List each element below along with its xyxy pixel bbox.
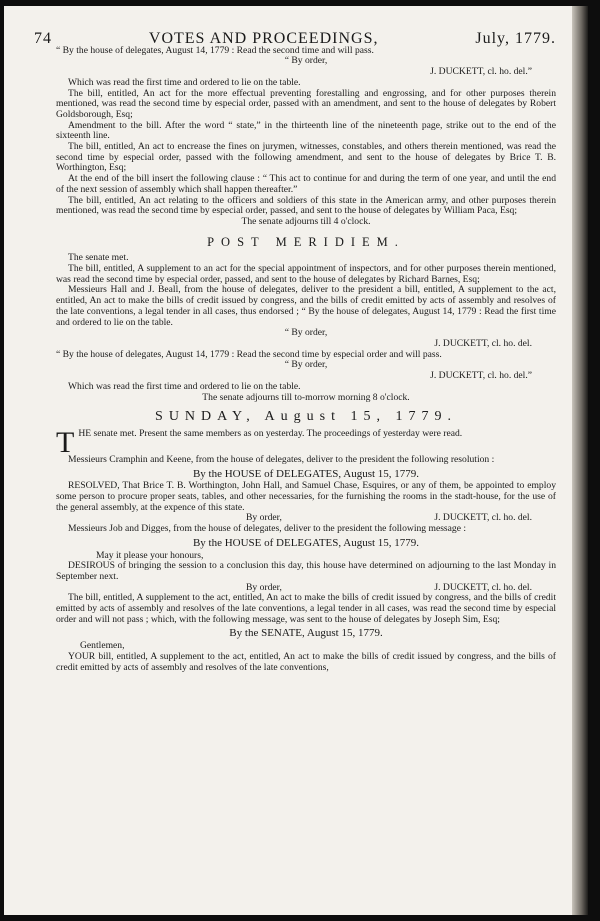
by-order: “ By order, bbox=[284, 327, 328, 339]
message-body: DESIROUS of bringing the session to a conclusion this day, this house have determined on adjourning to the last Monday in September next. bbox=[56, 560, 556, 582]
adjournment: The senate adjourns till 4 o'clock. bbox=[241, 215, 371, 227]
salutation: Gentlemen, bbox=[80, 640, 125, 652]
page-gutter-shadow bbox=[572, 6, 588, 915]
adjournment: The senate adjourns till to-morrow morning 8 o'clock. bbox=[202, 391, 410, 403]
paragraph: Messieurs Job and Digges, from the house of delegates, deliver to the president the following message : bbox=[68, 523, 467, 535]
paragraph-text: HE senate met. Present the same members as on yesterday. The proceedings of yesterday were read. bbox=[78, 427, 463, 439]
clerk-signature: J. DUCKETT, cl. ho. del. bbox=[434, 512, 532, 524]
clerk-signature: J. DUCKETT, cl. ho. del. bbox=[434, 581, 532, 593]
document-page bbox=[4, 6, 588, 915]
running-title: VOTES AND PROCEEDINGS, bbox=[148, 30, 379, 47]
section-heading-sunday: SUNDAY, August 15, 1779. bbox=[155, 409, 457, 425]
message-body: YOUR bill, entitled, A supplement to the act, entitled, An act to make the bills of credit issued by congress, and the bills of credit emitted by acts of assembly and resolves of the late conventions, bbox=[56, 650, 556, 673]
order-heading: By the SENATE, August 15, 1779. bbox=[229, 627, 383, 640]
order-heading: By the HOUSE of DELEGATES, August 15, 1779. bbox=[192, 467, 420, 480]
by-order: By order, bbox=[246, 512, 282, 524]
paragraph: The bill, entitled, An act relating to the officers and soldiers of this state in the American army, and other purposes therein mentioned, was read the second time by especial order, passed, and sent to the house of delegates by William Paca, Esq; bbox=[56, 194, 556, 217]
paragraph: Which was read the first time and ordered to lie on the table. bbox=[68, 380, 301, 392]
clerk-signature: J. DUCKETT, cl. ho. del.” bbox=[430, 66, 532, 78]
paragraph: Which was read the first time and ordered to lie on the table. bbox=[68, 76, 301, 88]
endorsement-line: “ By the house of delegates, August 14, 1779 : Read the second time and will pass. bbox=[56, 44, 374, 56]
page-text bbox=[34, 30, 556, 673]
paragraph: The bill, entitled, A supplement to an act for the special appointment of inspectors, and for other purposes therein mentioned, was read the second time by especial order, passed, and sent to the house of delegates by Richard Barnes, Esq; bbox=[56, 263, 556, 285]
resolution: RESOLVED, That Brice T. B. Worthington, John Hall, and Samuel Chase, Esquires, or any of them, be appointed to employ some person to procure proper seats, tables, and other necessaries, for the furnishing the rooms in the stadt-house, for the use of the general assembly, at the expence of this state. bbox=[56, 480, 556, 513]
by-order: “ By order, bbox=[284, 55, 328, 67]
paragraph: Messieurs Cramphin and Keene, from the house of delegates, deliver to the president the following resolution : bbox=[68, 453, 495, 465]
header-date: July, 1779. bbox=[475, 30, 556, 47]
clerk-signature: J. DUCKETT, cl. ho. del.” bbox=[430, 370, 532, 382]
salutation: May it please your honours, bbox=[96, 549, 204, 561]
drop-cap: T bbox=[56, 425, 75, 459]
paragraph: Amendment to the bill. After the word “ state,” in the thirteenth line of the nineteenth page, strike out to the end of the sixteenth line. bbox=[56, 119, 556, 142]
by-order: By order, bbox=[246, 581, 282, 593]
paragraph: Messieurs Hall and J. Beall, from the house of delegates, deliver to the president a bill, entitled, A supplement to the act, entitled, An act to make the bills of credit issued by congress, and the bills of credit emitted by acts of assembly and resolves of the late conventions, a legal tender in all cases, thus endorsed ; “ By the house of delegates, August 14, 1779 : Read the first time and ordered to lie on the table. bbox=[56, 284, 556, 328]
paragraph: At the end of the bill insert the following clause : “ This act to continue for and during the term of one year, and until the end of the next session of assembly which shall happen thereafter.” bbox=[56, 173, 556, 195]
endorsement-line: “ By the house of delegates, August 14, 1779 : Read the second time by especial order and will pass. bbox=[56, 348, 442, 360]
paragraph: The bill, entitled, A supplement to the act, entitled, An act to make the bills of credit issued by congress, and the bills of credit emitted by acts of assembly and resolves of the late conventions, a legal tender in all cases, was read the second time by especial order and will not pass ; which, with the following message, was sent to the house of delegates by Joseph Sim, Esq; bbox=[56, 592, 556, 625]
paragraph: The senate met. bbox=[68, 252, 129, 264]
paragraph: The bill, entitled, An act for the more effectual preventing forestalling and engrossing, and for other purposes therein mentioned, was read the second time by especial order, passed with an amendment, and sent to the house of delegates by Robert Goldsborough, Esq; bbox=[56, 87, 556, 120]
order-heading: By the HOUSE of DELEGATES, August 15, 1779. bbox=[192, 536, 420, 549]
section-heading-post-meridiem: POST MERIDIEM. bbox=[207, 234, 405, 249]
by-order: “ By order, bbox=[284, 359, 328, 371]
paragraph: The bill, entitled, An act to encrease the fines on jurymen, witnesses, constables, and others therein mentioned, was read the second time by especial order, passed with the following amendment, and sent to the house of delegates by Brice T. B. Worthington, Esq; bbox=[56, 141, 556, 174]
page-number: 74 bbox=[34, 30, 52, 47]
clerk-signature: J. DUCKETT, cl. ho. del. bbox=[434, 337, 532, 349]
page-header bbox=[34, 30, 556, 47]
